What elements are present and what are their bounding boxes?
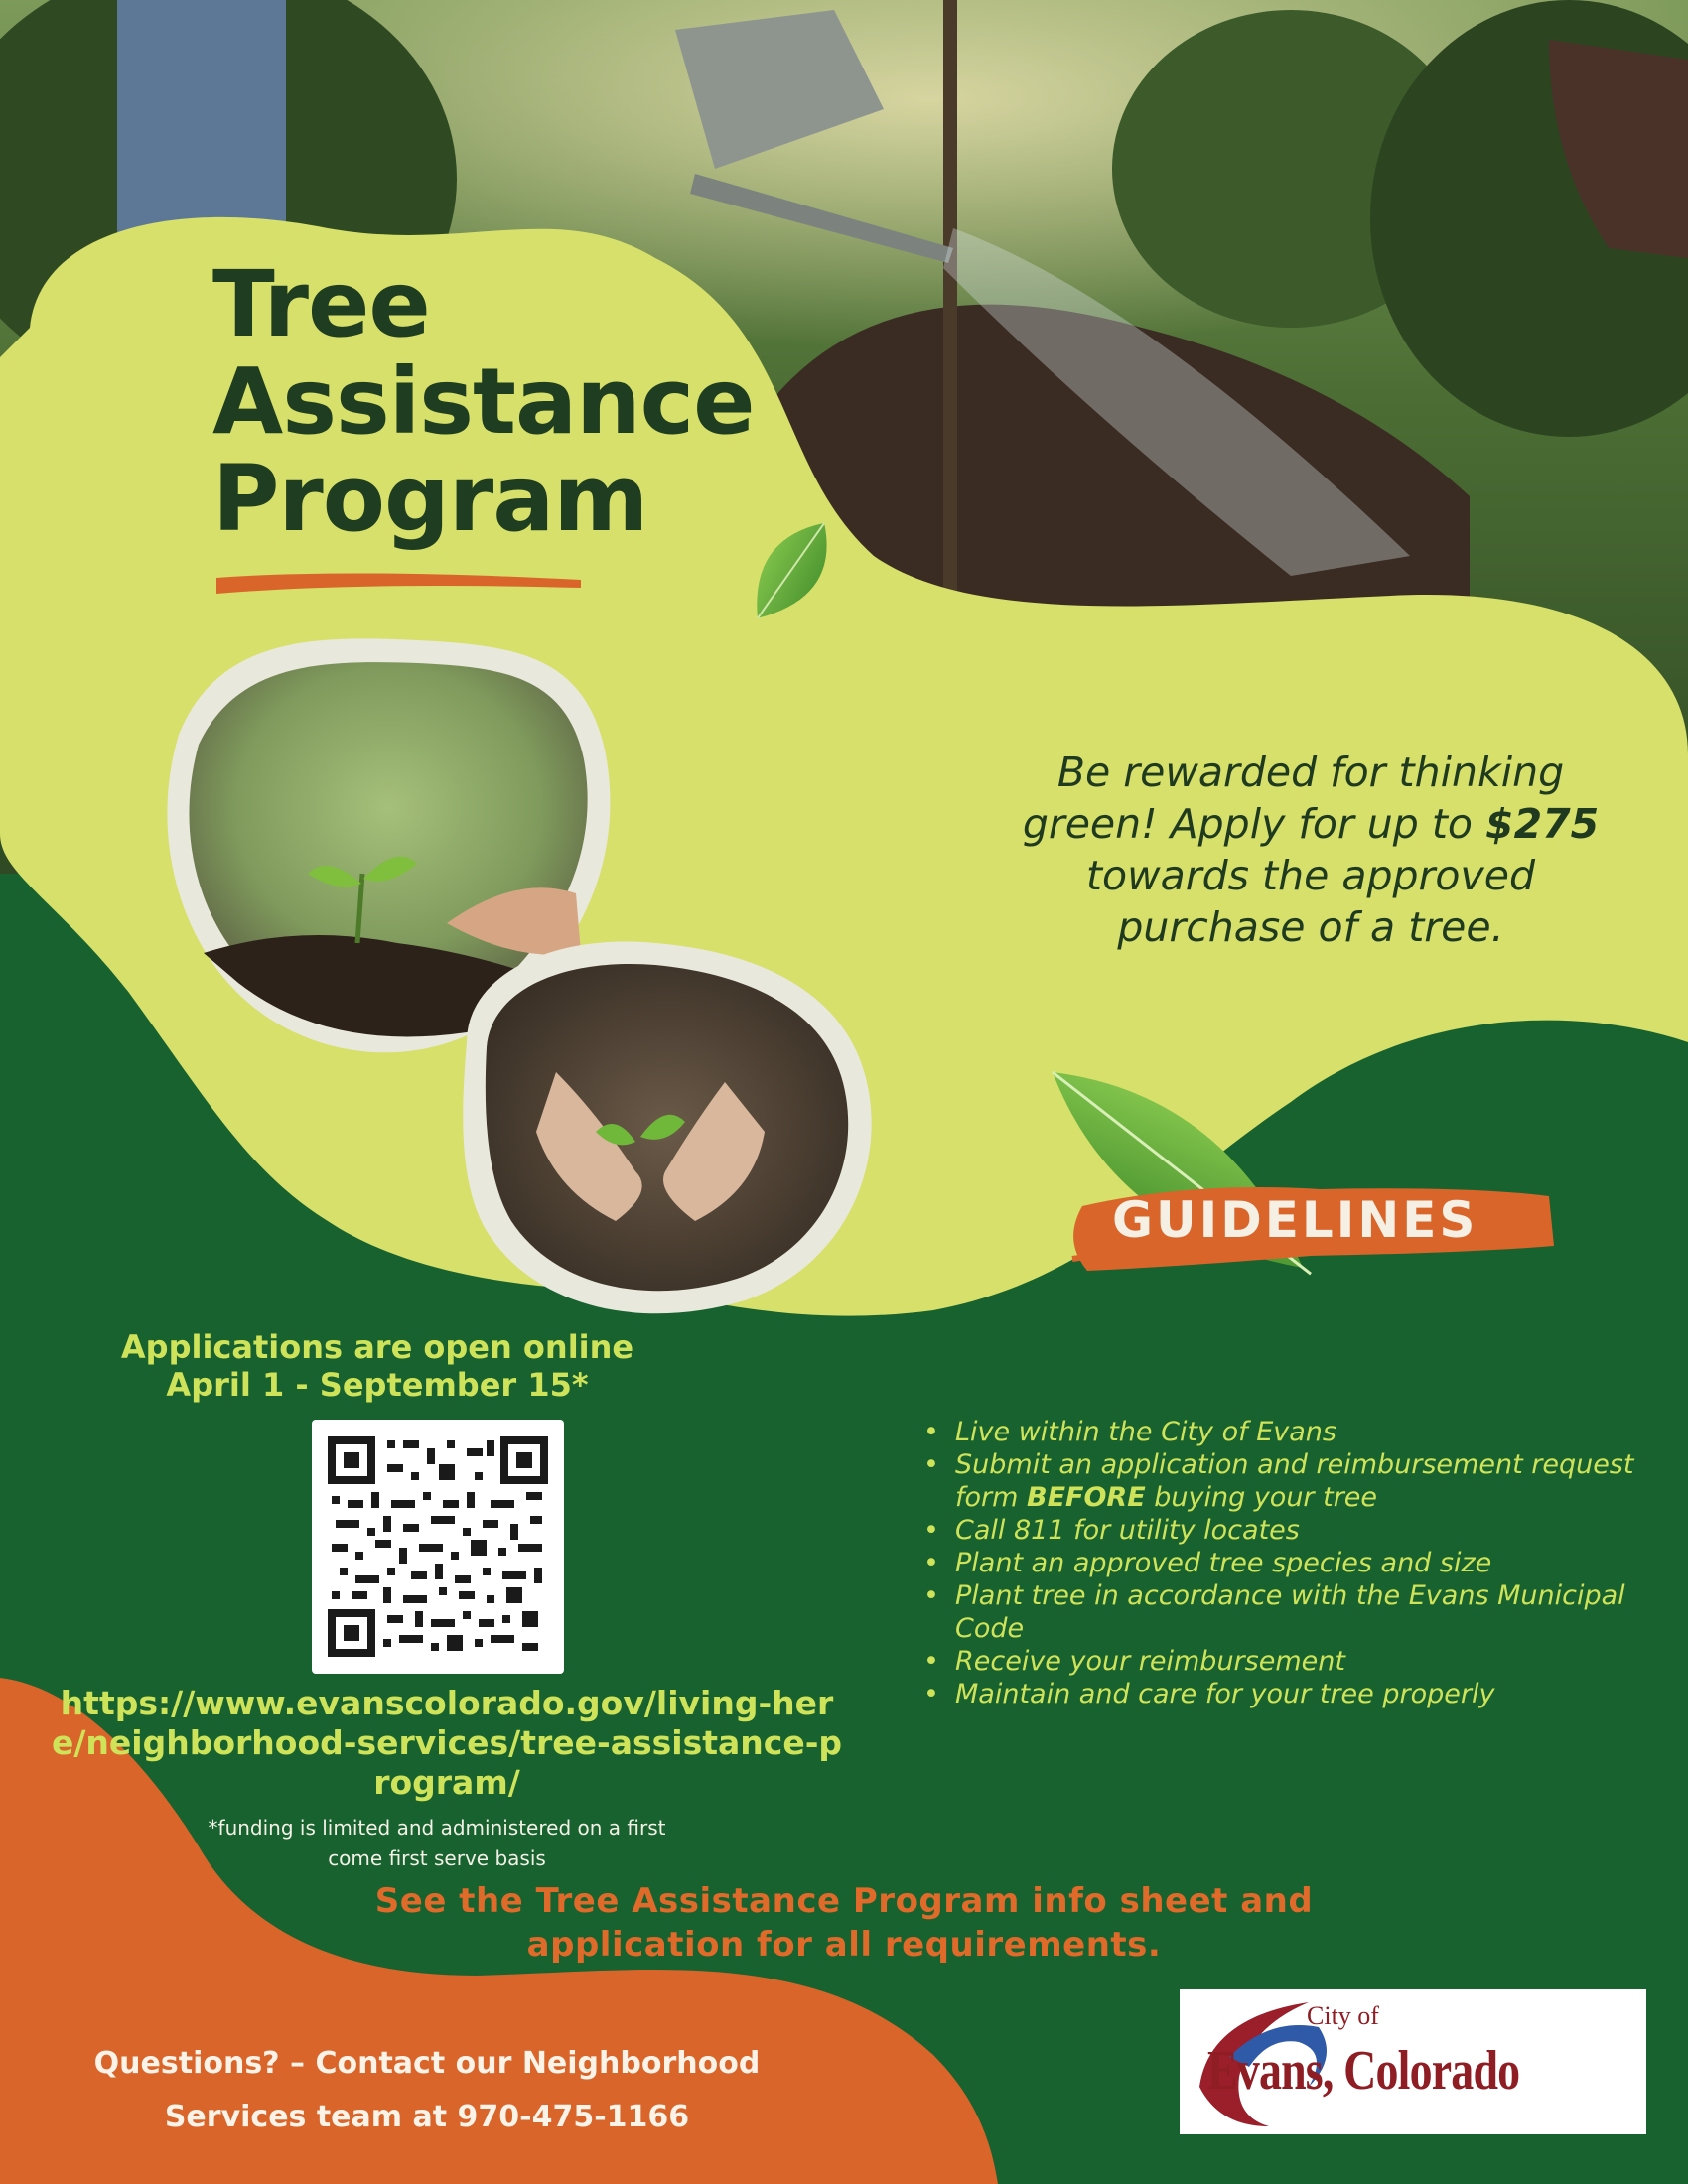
guideline-item: • Submit an application and reimbursement request form BEFORE buying your tree [923, 1448, 1658, 1514]
guideline-item: • Plant an approved tree species and size [923, 1547, 1658, 1579]
funding-note: *funding is limited and administered on a first come first serve basis [208, 1816, 666, 1870]
title-line-1: Tree [212, 251, 430, 357]
guideline-item: • Receive your reimbursement [923, 1645, 1658, 1678]
reward-amount: $275 [1485, 800, 1600, 848]
title-line-3: Program [212, 446, 648, 552]
guideline-item: • Live within the City of Evans [923, 1416, 1658, 1448]
reward-text: Be rewarded for thinking green! Apply for up to $275 towards the approved purchase of a tree. [1022, 749, 1600, 951]
guidelines-list [923, 1416, 1658, 1710]
logo-evans-colorado: Evans, Colorado [1207, 2040, 1520, 2102]
logo-city-of: City of [1307, 2001, 1379, 2030]
heart-hands-seedling-photo [463, 941, 871, 1313]
guideline-item: • Plant tree in accordance with the Evans Municipal Code [923, 1579, 1658, 1645]
title-line-2: Assistance [212, 348, 755, 455]
guidelines-heading: GUIDELINES [1112, 1191, 1478, 1249]
page-title [212, 251, 755, 552]
guideline-item: • Call 811 for utility locates [923, 1514, 1658, 1547]
contact-text: Questions? – Contact our Neighborhood Services team at 970-475-1166 [93, 2046, 761, 2134]
qr-code-icon[interactable] [328, 1436, 548, 1657]
guideline-item: • Maintain and care for your tree properly [923, 1678, 1658, 1710]
city-of-evans-logo [1180, 1989, 1646, 2134]
see-info-sheet-text: See the Tree Assistance Program info sheet and application for all requirements. [374, 1881, 1314, 1965]
applications-open-text: Applications are open online April 1 - September 15* [120, 1328, 634, 1404]
program-url-link[interactable]: https://www.evanscolorado.gov/living-here/neighborhood-services/tree-assistance-program/ [51, 1684, 843, 1802]
